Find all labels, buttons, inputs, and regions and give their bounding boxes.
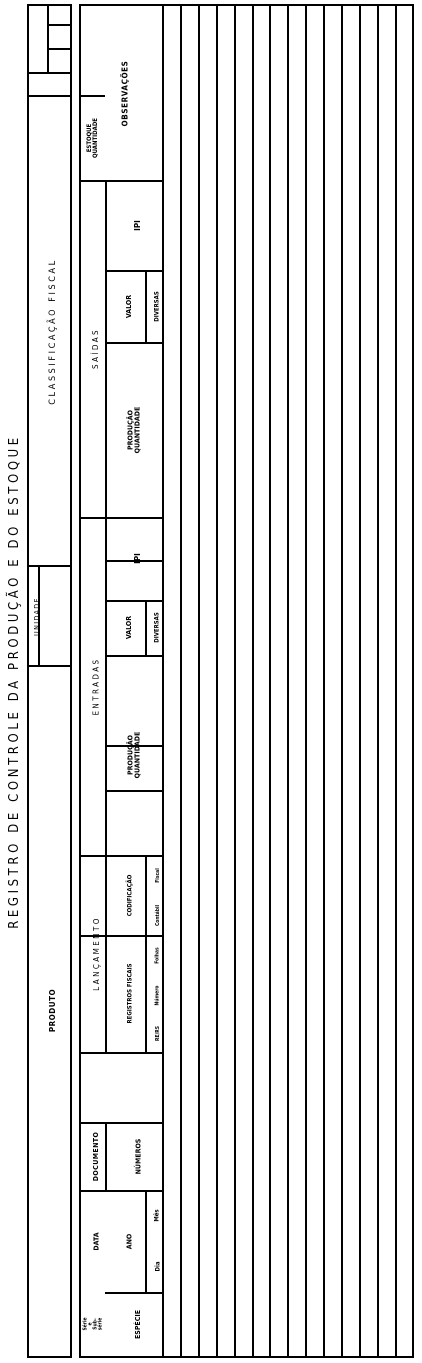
contabil-label: Contábil xyxy=(155,904,161,926)
grid-row-line xyxy=(377,4,379,1358)
especie-label: ESPÉCIE xyxy=(134,1309,142,1339)
re-rs-label: RE/RS xyxy=(154,1026,161,1041)
grid-row-line xyxy=(216,4,218,1358)
grid-row-line xyxy=(359,4,361,1358)
grid-row-line xyxy=(395,4,397,1358)
entradas-diversas-label: DIVERSAS xyxy=(154,612,161,643)
grid-row-line xyxy=(198,4,200,1358)
saidas-group-label: SAÍDAS xyxy=(91,327,101,370)
grid-row-line xyxy=(269,4,271,1358)
observacoes-label: OBSERVAÇÕES xyxy=(119,60,129,126)
entradas-valor-label: VALOR xyxy=(125,615,134,640)
entradas-group-label: ENTRADAS xyxy=(91,656,101,716)
numero-label: Número xyxy=(155,984,161,1006)
dia-label: Dia xyxy=(153,1261,161,1272)
ano-label: ANO xyxy=(125,1233,134,1249)
estoque-label: ESTOQUE QUANTIDADE xyxy=(86,117,100,158)
serie-label: Série e Sub- série xyxy=(82,1317,104,1331)
documento-group-label: DOCUMENTO xyxy=(92,1131,101,1181)
saidas-valor-label: VALOR xyxy=(125,294,134,318)
saidas-ipi-label: IPI xyxy=(133,219,142,231)
saidas-producao-label: PRODUÇÃO QUANTIDADE xyxy=(126,406,142,453)
numeros-label: NÚMEROS xyxy=(133,1138,142,1174)
unidade-label: UNIDADE xyxy=(33,596,41,636)
grid-row-line xyxy=(323,4,325,1358)
codificacao-label: CODIFICAÇÃO xyxy=(126,874,134,916)
form-title: REGISTRO DE CONTROLE DA PRODUÇÃO E DO ESTOQUE xyxy=(6,434,22,929)
grid-row-line xyxy=(305,4,307,1358)
produto-label: PRODUTO xyxy=(48,988,57,1033)
registros-fiscais-label: REGISTROS FISCAIS xyxy=(126,963,134,1024)
folhas-label: Folhas xyxy=(154,946,161,964)
classificacao-fiscal-label: CLASSIFICAÇÃO FISCAL xyxy=(48,257,58,405)
entradas-producao-label: PRODUÇÃO QUANTIDADE xyxy=(126,731,142,779)
grid-row-line xyxy=(252,4,254,1358)
fiscal-label: Fiscal xyxy=(154,867,161,883)
grid-row-line xyxy=(162,4,164,1358)
data-label: DATA xyxy=(93,1231,101,1251)
grid-row-line xyxy=(234,4,236,1358)
grid-row-line xyxy=(180,4,182,1358)
saidas-diversas-label: DIVERSAS xyxy=(154,290,161,322)
entradas-ipi-label: IPI xyxy=(133,553,142,564)
lancamento-group-label: LANÇAMENTO xyxy=(91,916,101,991)
grid-row-line xyxy=(287,4,289,1358)
grid-row-line xyxy=(341,4,343,1358)
mes-label: Mês xyxy=(154,1209,161,1222)
